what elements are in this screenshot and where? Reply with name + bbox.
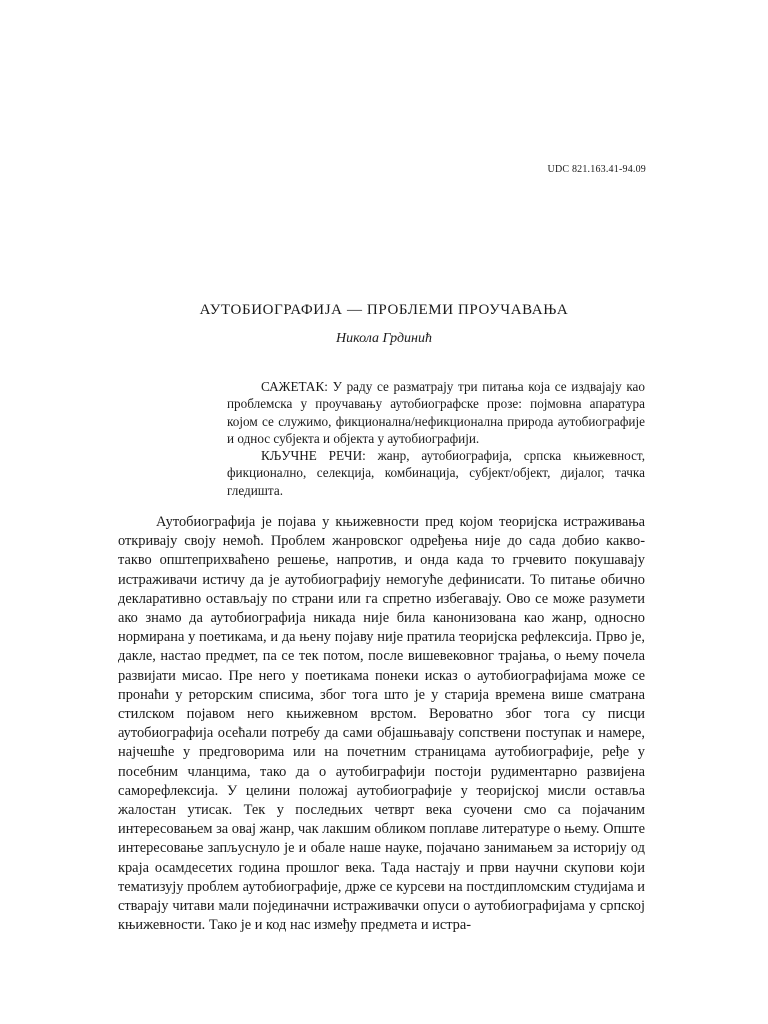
abstract-summary: САЖЕТАК: У раду се разматрају три питања која се издвајају као проблемска у проучавању аутобиографске прозе: појмовна апаратура којом се служимо, фикционална/нефикционална природа аутобиографије и однос субјекта и објекта у аутобиографији.: [227, 379, 645, 446]
abstract-block: [227, 378, 645, 499]
body-paragraph: Аутобиографија је појава у књижевности пред којом теоријска истраживања откривају своју немоћ. Проблем жанровског одређења није до сада добио какво-такво општеприхваћено решење, напротив, и онда када то грчевито покушавају истраживачи истичу да је аутобиографију немогуће дефинисати. То питање обично декларативно остављају по страни или га спретно избегавају. Ово се може разумети ако знамо да аутобиографија никада није била канонизована као жанр, односно нормирана у поетикама, и да њену појаву није пратила теоријска рефлексија. Прво је, дакле, настао предмет, па се тек потом, после вишевековног трајања, о њему почела развијати мисао. Пре него у поетикама понеки исказ о аутобиографијама може се пронаћи у реторским списима, због тога што је у старија времена више сматрана стилском појавом него књижевном врстом. Вероватно због тога су писци аутобиографија осећали потребу да сами објашњавају сопствени поступак и намере, најчешће у предговорима или на почетним страницама аутобиографије, ређе у посебним чланцима, тако да о аутобиграфији постоји рудиментарно развијена саморефлексија. У целини положај аутобиографије у теоријској мисли оставља жалостан утисак. Тек у последњих четврт века суочени смо са појачаним интересовањем за овај жанр, чак лакшим обликом поплаве литературе о њему. Опште интересовање запљуснуло је и обале наше науке, појачано занимањем за историју од краја осамдесетих година прошлог века. Тада настају и први научни скупови који тематизују проблем аутобиографије, држе се курсеви на постдипломским студијама и стварају читави мали појединачни истраживачки опуси о аутобиографијама у српској књижевности. Тако је и код нас између предмета и истра-: [118, 514, 645, 934]
article-body: [118, 513, 645, 935]
udc-classification: UDC 821.163.41-94.09: [547, 164, 646, 175]
abstract-keywords: КЉУЧНЕ РЕЧИ: жанр, аутобиографија, српска књижевност, фикционално, селекција, комбинација, субјект/објект, дијалог, тачка гледишта.: [227, 448, 645, 498]
article-title: АУТОБИОГРАФИЈА — ПРОБЛЕМИ ПРОУЧАВАЊА: [199, 302, 569, 318]
article-author: Никола Грдинић: [336, 331, 432, 346]
